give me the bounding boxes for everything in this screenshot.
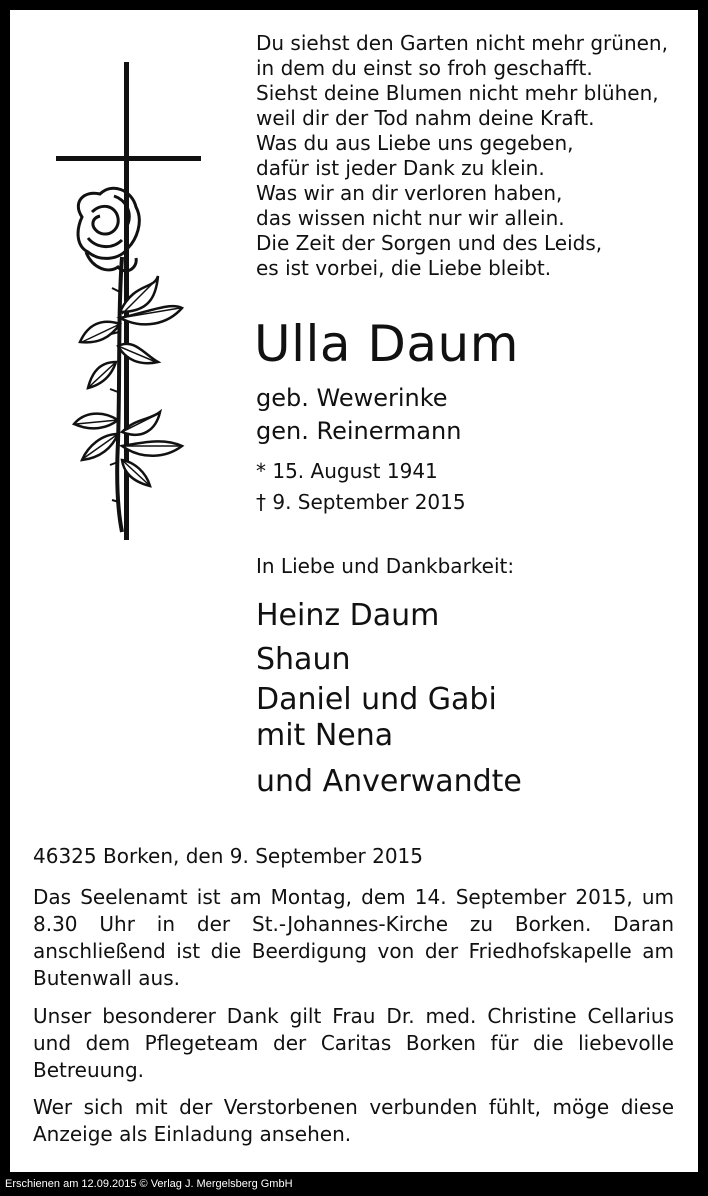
poem-line: Du siehst den Garten nicht mehr grünen, (256, 31, 668, 55)
birth-date: * 15. August 1941 (256, 459, 438, 483)
known-as: gen. Reinermann (256, 417, 462, 445)
poem-line: es ist vorbei, die Liebe bleibt. (256, 256, 552, 280)
publication-footer: Erschienen am 12.09.2015 © Verlag J. Mergelsberg GmbH (5, 1178, 293, 1190)
poem (256, 31, 686, 281)
invitation-text: Wer sich mit der Verstorbenen verbunden fühlt, möge diese Anzeige als Einladung ansehen. (33, 1095, 674, 1146)
poem-line: in dem du einst so froh geschafft. (256, 56, 593, 80)
poem-line: Siehst deine Blumen nicht mehr blühen, (256, 81, 659, 105)
poem-line: Die Zeit der Sorgen und des Leids, (256, 231, 603, 255)
mourners-intro: In Liebe und Dankbarkeit: (256, 554, 515, 578)
mourner-name: mit Nena (256, 718, 394, 753)
thanks-text: Unser besonderer Dank gilt Frau Dr. med. Christine Cellarius und dem Pflegeteam der Caritas Borken für die liebevolle Betreuung. (33, 1004, 674, 1082)
mourner-name: Shaun (256, 642, 351, 677)
poem-line: das wissen nicht nur wir allein. (256, 206, 565, 230)
mourner-name: und Anverwandte (256, 764, 522, 799)
obituary-card (10, 10, 698, 1172)
cross-with-rose-icon (52, 62, 202, 542)
deceased-name: Ulla Daum (254, 315, 519, 373)
place-date: 46325 Borken, den 9. September 2015 (33, 844, 423, 868)
death-date: † 9. September 2015 (256, 490, 466, 514)
poem-line: Was wir an dir verloren haben, (256, 181, 563, 205)
name-details (256, 382, 461, 448)
mourners-list (256, 594, 522, 804)
poem-line: Was du aus Liebe uns gegeben, (256, 131, 574, 155)
life-dates (256, 456, 466, 518)
poem-line: dafür ist jeder Dank zu klein. (256, 156, 545, 180)
mourner-name: Daniel und Gabi (256, 682, 497, 717)
funeral-info: Das Seelenamt ist am Montag, dem 14. September 2015, um 8.30 Uhr in der St.-Johannes-Kirche zu Borken. Daran anschließend ist die Beerdigung von der Friedhofskapelle am Butenwall aus. (33, 885, 674, 990)
mourner-name: Heinz Daum (256, 598, 440, 633)
birth-name: geb. Wewerinke (256, 384, 448, 412)
poem-line: weil dir der Tod nahm deine Kraft. (256, 106, 595, 130)
